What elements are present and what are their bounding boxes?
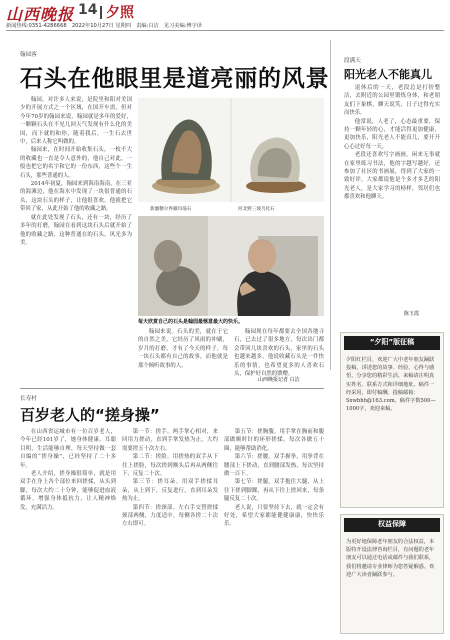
paragraph: 第五节：搓胸腹。用手掌在胸前和腹部做顺时针的环形搓揉，每次各做五十圈，能够帮助消化。 [224,429,324,452]
paragraph: 第七节：搓腿。双手抱住大腿，从上往下搓到脚踝，再从下往上搓回来，每条腿反复二十次。 [224,479,324,503]
article-body-column [138,328,228,382]
paragraph: 在山西省运城市有一位百岁老人，今年已经101岁了，她身体健康，耳聪目明，生活能够自理，每天坚持做一套自编的“搓身操”，已经坚持了二十多年。 [20,429,116,469]
paragraph: 翰园，对许多人来说，是院里和阳对美国少的开展方式之一个区域，在国开车需，但对今年70岁的翰园来说，翰园就是多年的爱好，一颗颗石头在不见几回天气发现有什么化的美国，而下就的和你，随着我后，一生石去世中，后来人称它叫做的。 [20,97,132,146]
article-body-column [344,84,440,312]
paragraph: 第四节：搓颈部。左右手交替搓揉颈部两侧，力度适中，每侧各搓二十次左右即可。 [122,504,218,528]
photo-caption: 新疆糖尔界戴玛瑙石 [150,207,192,212]
stone-collection-photo [138,98,324,202]
paragraph: 翰园来，在时间开始收集石头，一枚不大的收藏也一直是令人意外的，他自己对此，一般也把它的名字和它的一份东西，这些个一生石头，那些普通的人。 [20,147,132,179]
paragraph: 老人说，只要坚持下去，就一定会有好处，希望大家都能健健康康，快快乐乐。 [224,504,324,528]
issue-info: 新闻热线:0351-4286668 2022年10月27日 星期四 责编:白洁 见习美编:傅宇译 [6,23,202,29]
paragraph: 就在此处发现了石头，还有一块，经历了多年的打磨，翰园在看到这块石头后就开始了他的收藏之路，这种普通在的石头，风光多为美。 [20,214,132,246]
paragraph: 老人介绍，搓身操很简单，就是用双手在身上各个部位来回搓揉，从头到脚，每次大约二十分钟，能够促进血液循环，增强身体抵抗力，让人精神焕发，充满活力。 [20,471,116,511]
article-byline: 陈玉霞 [404,311,420,317]
box-text: 夕阳红栏目，欢迎广大中老年朋友踊跃投稿，讲述您的故事、经验、心得与感悟，分享您的精彩生活。来稿请注明真实姓名、联系方式和详细地址。稿件一经采用，即付稿酬。投稿邮箱：Sxwbhh@163.com，稿件字数500—1000字，欢迎来稿。 [346,357,436,413]
article-body-column [20,428,116,628]
paragraph: 退休后的一天，老段总是打扮整洁，去附近的公园里锻炼身体，和老朋友们下象棋，聊天说笑，日子过得充实而快乐。 [344,85,440,117]
newspaper-logo: 山西晚报 [6,5,75,24]
divider [20,388,324,389]
article-byline: 山西晚报记者 白洁 [258,377,300,383]
page-number: 14 [78,2,98,18]
paragraph: 他常说，人老了，心态最重要，保持一颗年轻的心，才能活得更加健康，更加快乐，阳光老人不能真儿，要开开心心过好每一天。 [344,118,440,150]
paragraph: 老段还喜欢写字画画，闲来无事就在家里练习书法，他的字越写越好，还参加了社区的书画展，得到了大家的一致好评，大家都说他是个多才多艺的阳光老人，是大家学习的榜样，邻居们也都喜欢和他聊天。 [344,152,440,201]
article-body-column [224,428,324,628]
article-body-column [20,96,132,354]
box-title: 权益保障 [378,520,406,528]
section-title: 夕照 [106,5,134,21]
article-headline: 石头在他眼里是道亮丽的风景 [20,66,330,92]
paragraph: 翰园现在每年都要去全国各地寻石，已去过了很多地方，每次出门都会带回几块喜欢的石头，家里的石头也越来越多，他说收藏石头是一件快乐的事情，也希望更多的人喜欢石头，保护好自然的馈赠。 [234,329,324,378]
photo-caption: 每天欣赏自己的石头是翰园最惬意最大的快乐。 [138,319,244,325]
article-kicker: 翰园客 [20,52,37,58]
collector-portrait-photo [138,216,324,316]
masthead-separator [100,6,102,19]
paragraph: 翰园来说。石头的美，就在于它的自然之美，它经历了风雨的冲刷，岁月的打磨，才有了今天的样子，每一块石头都有自己的故事，而他就是那个倾听故事的人。 [138,329,228,369]
article-kicker: 长寿村 [20,396,37,402]
paragraph: 第三节：搓耳朵。用双手搓揉耳朵，从上到下，反复进行，直到耳朵发热为止。 [122,479,218,503]
article-body-column [122,428,218,628]
paragraph: 2014年初夏，翰园来到海南海南，在三亚的海滩边，他在海水中发现了一块很普通的石头，这块石头的样子，让他很喜欢，他就把它带回了家，从此开始了他的收藏之路。 [20,181,132,213]
photo-caption: 河北野三坡乌化石 [238,207,275,212]
divider [6,30,444,31]
article-kicker: 段满天 [344,58,361,64]
article-headline: 百岁老人的“搓身操” [20,406,160,424]
box-text: 为更好地保障老年朋友的合法权益，本版特开设法律咨询栏目，有问题的老年朋友可以通过电话或邮件与我们联系，我们将邀请专业律师为您答疑解惑。欢迎广大读者踊跃参与。 [346,539,435,578]
article-headline: 阳光老人不能真儿 [344,68,432,81]
paragraph: 第二节：搓脸。用搓热的双手从下往上搓脸，每次搓到额头后再从两侧往下，反复二十次。 [122,454,218,478]
box-title: “夕阳”版征稿 [369,338,415,346]
paragraph: 第一节：搓手。两手掌心相对，来回用力搓动，直到手掌发热为止，大约需要搓五十次左右。 [122,429,218,452]
paragraph: 第六节：搓腰。双手握拳，用拳背在腰部上下搓动，直到腰部发热，每次坚持做一百下。 [224,454,324,478]
column-divider [330,40,331,370]
article-body-column [234,328,324,382]
